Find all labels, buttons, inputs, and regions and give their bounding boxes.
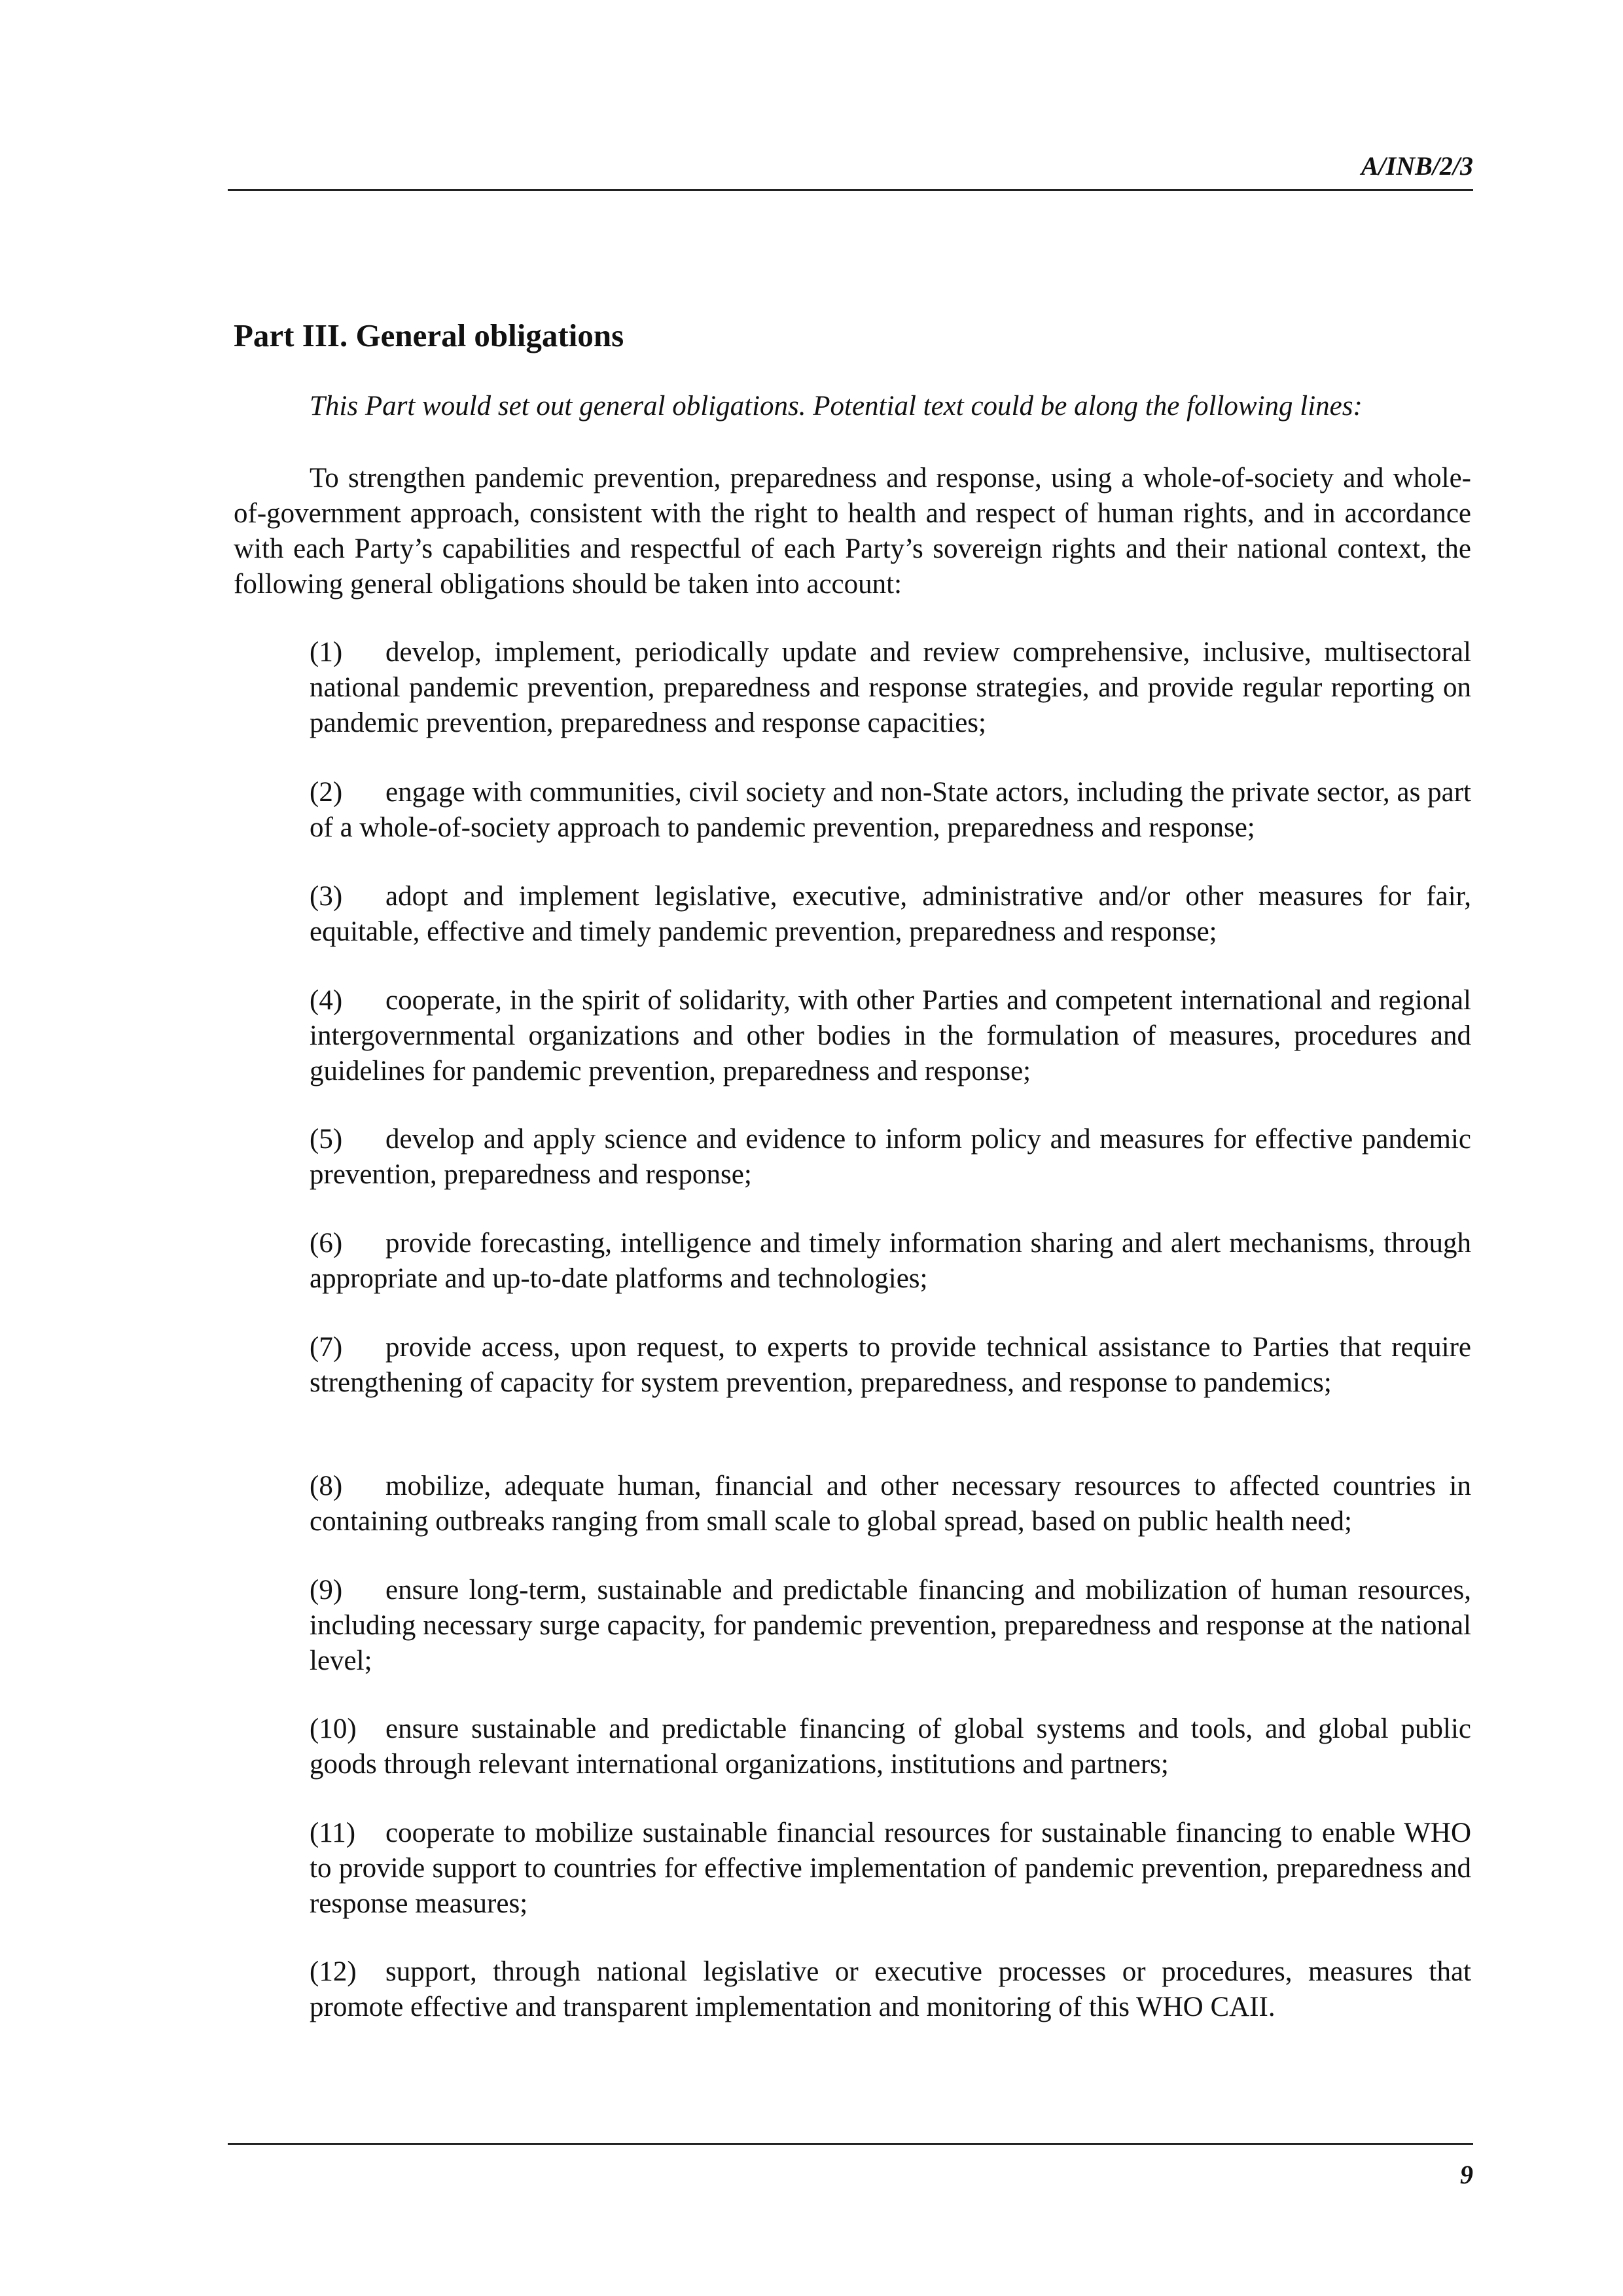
obligation-number: (5) <box>310 1124 343 1155</box>
obligation-number: (12) <box>310 1956 357 1987</box>
page-number: 9 <box>1460 2160 1473 2189</box>
obligation-text: support, through national legislative or executive processes or procedures, measures that promote effective and transparent implementation and monitoring of this WHO CAII. <box>310 1956 1471 2022</box>
header-rule <box>228 189 1473 191</box>
obligation-text: develop and apply science and evidence to inform policy and measures for effective pandemic prevention, preparedness and response; <box>310 1124 1471 1190</box>
obligation-text: ensure sustainable and predictable financing of global systems and tools, and global public goods through relevant international organizations, institutions and partners; <box>310 1713 1471 1780</box>
obligation-item <box>310 1573 1471 1679</box>
obligation-number: (4) <box>310 985 343 1016</box>
obligation-number: (11) <box>310 1818 356 1848</box>
obligation-item <box>310 1330 1471 1401</box>
obligation-text: engage with communities, civil society and non-State actors, including the private sector, as part of a whole-of-society approach to pandemic prevention, preparedness and response; <box>310 777 1471 843</box>
obligation-number: (6) <box>310 1228 343 1259</box>
obligation-item <box>310 1469 1471 1539</box>
obligation-number: (7) <box>310 1332 343 1363</box>
obligation-text: mobilize, adequate human, financial and other necessary resources to affected countries in containing outbreaks ranging from small scale to global spread, based on public health need; <box>310 1471 1471 1537</box>
obligation-item <box>310 983 1471 1089</box>
obligation-item <box>310 1226 1471 1297</box>
obligation-number: (3) <box>310 881 343 912</box>
part-intro: This Part would set out general obligations. Potential text could be along the following lines: <box>310 391 1363 422</box>
obligation-item <box>310 879 1471 950</box>
obligation-item <box>310 1712 1471 1782</box>
obligation-item <box>310 1122 1471 1193</box>
chapeau-paragraph: To strengthen pandemic prevention, preparedness and response, using a whole-of-society and whole-of-government approach, consistent with the right to health and respect of human rights, and in accordance with each Party’s capabilities and respectful of each Party’s sovereign rights and their national context, the following general obligations should be taken into account: <box>234 463 1471 600</box>
footer-rule <box>228 2143 1473 2145</box>
obligation-text: provide access, upon request, to experts to provide technical assistance to Parties that require strengthening of capacity for system prevention, preparedness, and response to pandemics; <box>310 1332 1471 1398</box>
obligation-number: (1) <box>310 637 343 668</box>
document-symbol: A/INB/2/3 <box>1361 151 1473 181</box>
part-title: Part III. General obligations <box>234 317 624 353</box>
obligation-text: cooperate, in the spirit of solidarity, with other Parties and competent international and regional intergovernmental organizations and other bodies in the formulation of measures, procedures and guidelines for pandemic prevention, preparedness and response; <box>310 985 1471 1086</box>
obligation-number: (8) <box>310 1471 343 1501</box>
obligation-number: (2) <box>310 777 343 808</box>
obligation-text: adopt and implement legislative, executive, administrative and/or other measures for fair, equitable, effective and timely pandemic prevention, preparedness and response; <box>310 881 1471 947</box>
obligation-text: cooperate to mobilize sustainable financial resources for sustainable financing to enable WHO to provide support to countries for effective implementation of pandemic prevention, preparedness and response measures; <box>310 1818 1471 1919</box>
obligation-item <box>310 1816 1471 1922</box>
obligation-number: (9) <box>310 1575 343 1605</box>
obligation-item <box>310 635 1471 741</box>
obligation-number: (10) <box>310 1713 357 1744</box>
obligation-text: ensure long-term, sustainable and predictable financing and mobilization of human resources, including necessary surge capacity, for pandemic prevention, preparedness and response at the national level; <box>310 1575 1471 1676</box>
obligation-item <box>310 1954 1471 2025</box>
obligation-text: develop, implement, periodically update and review comprehensive, inclusive, multisectoral national pandemic prevention, preparedness and response strategies, and provide regular reporting on pandemic prevention, preparedness and response capacities; <box>310 637 1471 738</box>
obligation-text: provide forecasting, intelligence and timely information sharing and alert mechanisms, through appropriate and up-to-date platforms and technologies; <box>310 1228 1471 1294</box>
obligation-item <box>310 775 1471 846</box>
